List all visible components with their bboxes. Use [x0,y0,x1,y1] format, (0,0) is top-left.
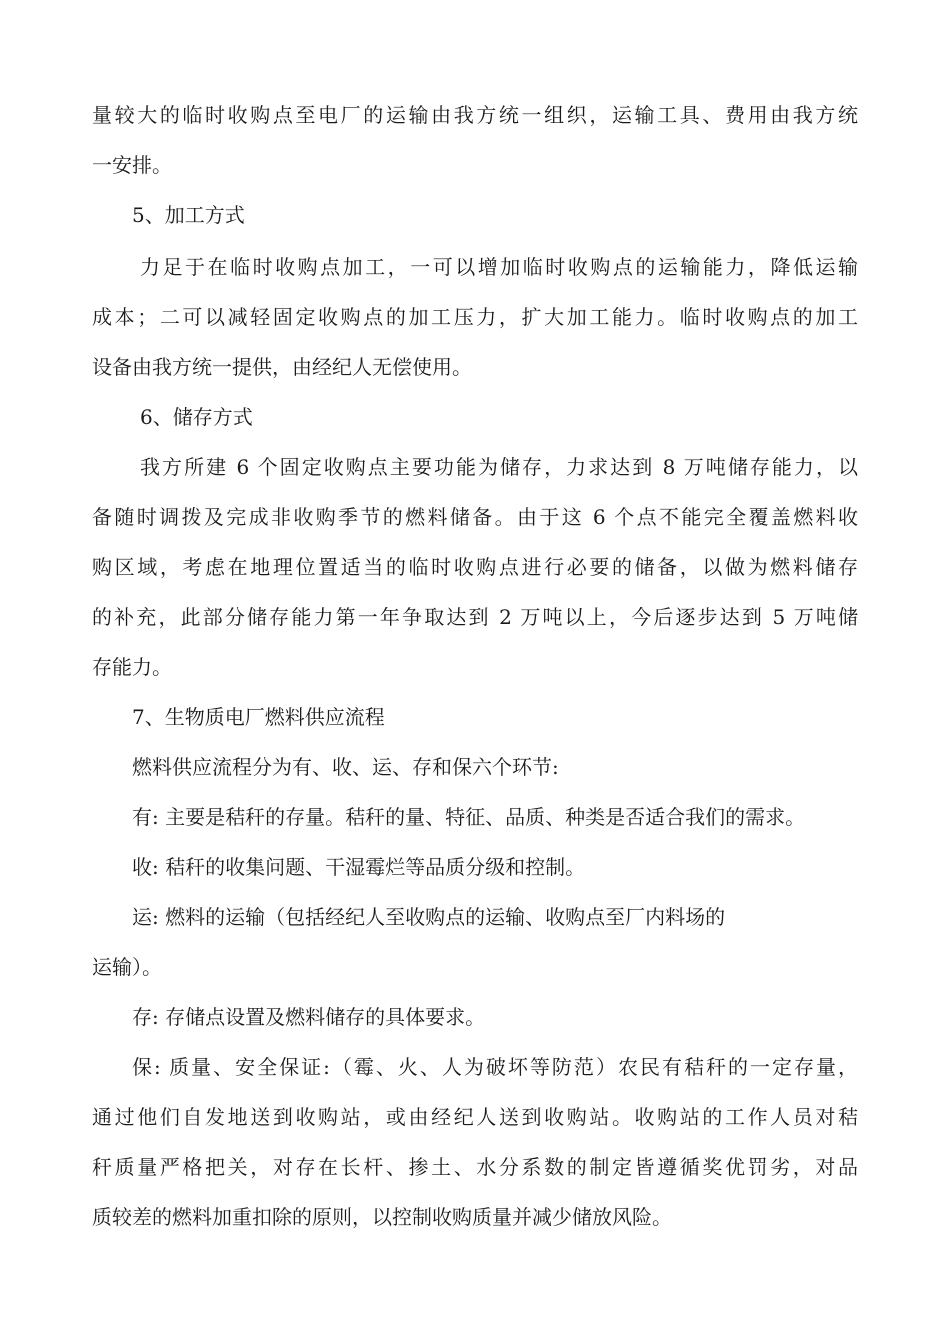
paragraph-line: 保: 质量、安全保证:（霉、火、人为破坏等防范）农民有秸秆的一定存量， [132,1055,858,1079]
paragraph-line: 设备由我方统一提供，由经纪人无偿使用。 [92,355,472,379]
paragraph-line: 备随时调拨及完成非收购季节的燃料储备。由于这 6 个点不能完全覆盖燃料收 [92,505,858,529]
paragraph-line: 的补充，此部分储存能力第一年争取达到 2 万吨以上，今后逐步达到 5 万吨储 [92,605,858,629]
section-heading-7: 7、生物质电厂燃料供应流程 [132,705,385,729]
paragraph-line: 运输）。 [92,955,162,979]
paragraph-line: 购区域，考虑在地理位置适当的临时收购点进行必要的储备，以做为燃料储存 [92,555,858,579]
paragraph-line: 运: 燃料的运输（包括经纪人至收购点的运输、收购点至厂内料场的 [132,905,726,929]
paragraph-line: 量较大的临时收购点至电厂的运输由我方统一组织，运输工具、费用由我方统 [92,103,858,127]
paragraph-line: 收: 秸秆的收集问题、干湿霉烂等品质分级和控制。 [132,855,586,879]
paragraph-line: 秆质量严格把关，对存在长杆、掺土、水分系数的制定皆遵循奖优罚劣，对品 [92,1155,858,1179]
paragraph-line: 存: 存储点设置及燃料储存的具体要求。 [132,1005,486,1029]
paragraph-line: 一安排。 [92,153,172,177]
paragraph-line: 我方所建 6 个固定收购点主要功能为储存，力求达到 8 万吨储存能力，以 [140,455,858,479]
paragraph-line: 燃料供应流程分为有、收、运、存和保六个环节: [132,755,559,779]
paragraph-line: 力足于在临时收购点加工，一可以增加临时收购点的运输能力，降低运输 [140,255,858,279]
paragraph-line: 质较差的燃料加重扣除的原则，以控制收购质量并减少储放风险。 [92,1205,672,1229]
paragraph-line: 通过他们自发地送到收购站，或由经纪人送到收购站。收购站的工作人员对秸 [92,1105,858,1129]
paragraph-line: 成本；二可以减轻固定收购点的加工压力，扩大加工能力。临时收购点的加工 [92,305,858,329]
paragraph-line: 有: 主要是秸秆的存量。秸秆的量、特征、品质、种类是否适合我们的需求。 [132,805,806,829]
section-heading-5: 5、加工方式 [132,203,245,227]
section-heading-6: 6、储存方式 [140,405,253,429]
paragraph-line: 存能力。 [92,655,172,679]
